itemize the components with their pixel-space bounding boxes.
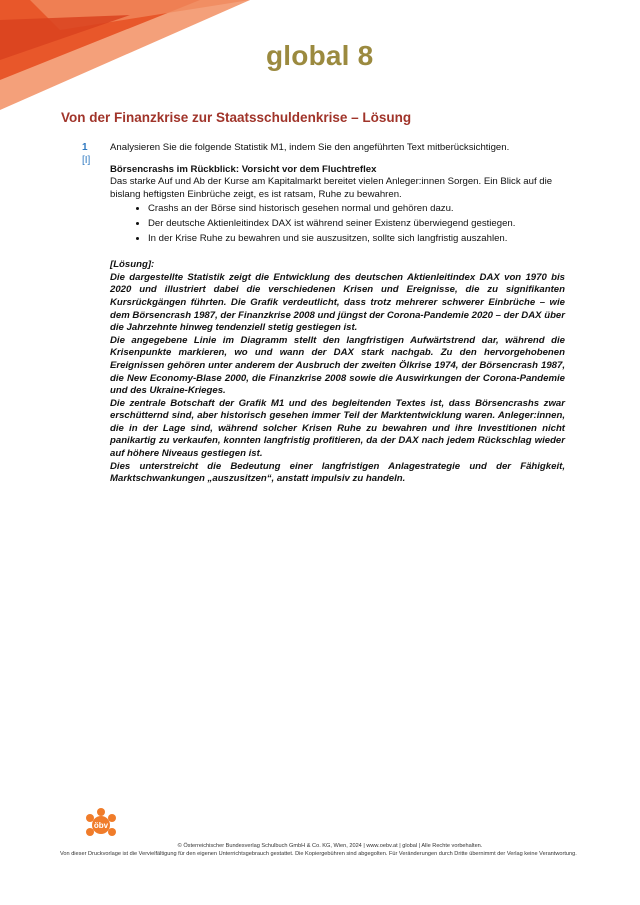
bullet-item: • In der Krise Ruhe zu bewahren und sie auszusitzen, sollte sich langfristig auszahlen. — [148, 233, 565, 246]
bullet-item: • Crashs an der Börse sind historisch gesehen normal und gehören dazu. — [148, 203, 565, 216]
source-text: Das starke Auf und Ab der Kurse am Kapitalmarkt bereitet vielen Anleger:innen Sorgen. Ein Blick auf die bislang heftigsten Einbrüche zeigt, es ist ratsam, Ruhe zu bewahren. — [110, 176, 553, 200]
corner-decoration — [0, 0, 260, 110]
solution-paragraph: Die angegebene Linie im Diagramm stellt den langfristigen Aufwärtstrend dar, während die Krisenpunkte markieren, wo und wann der DAX stark nachgab. Zu den hervorgehobenen Ereignissen gehören unter anderem der Ausbruch der zweiten Ölkrise 1974, der Börsencrash 1987, die New Economy-Blase 2000, die Finanzkrise 2008 sowie die Auswirkungen der Corona-Pandemie und des Ukraine-Krieges. — [110, 334, 565, 397]
solution-paragraph: Die dargestellte Statistik zeigt die Entwicklung des deutschen Aktienleitindex DAX von 1970 bis 2020 und illustriert dabei die verschiedenen Krisen und Ereignisse, die zu signifikanten Kursrückgängen führten. Die Grafik verdeutlicht, dass trotz mehrerer schwerer Einbrüche – wie dem Börsencrash 1987, der Finanzkrise 2008 und jüngst der Corona-Pandemie 2020 – der DAX über die Jahrzehnte hinweg tendenziell stetig gestiegen ist. — [110, 271, 565, 334]
bullet-item: • Der deutsche Aktienleitindex DAX ist während seiner Existenz überwiegend gestiegen. — [148, 218, 565, 231]
footer-copyright: © Österreichischer Bundesverlag Schulbuch GmbH & Co. KG, Wien, 2024 | www.oebv.at | global | Alle Rechte vorbehalten. — [177, 843, 483, 849]
publisher-logo — [84, 808, 118, 842]
source-title: Börsencrashs im Rückblick: Vorsicht vor dem Fluchtreflex — [110, 163, 377, 175]
content-area — [110, 142, 565, 486]
logo-text: öbv — [93, 821, 109, 830]
source-bullets — [110, 203, 565, 245]
footer-notice: Von dieser Druckvorlage ist die Vervielfältigung für den eigenen Unterrichtsgebrauch gestattet. Die Kopiergebühren sind abgegolten. Für Veränderungen durch Dritte übernimmt der Verlag keine Verantwortung. — [60, 851, 577, 857]
brand-title: global 8 — [266, 40, 374, 71]
task-number: 1 — [82, 142, 88, 153]
task-instruction: Analysieren Sie die folgende Statistik M1, indem Sie den angeführten Text mitberücksichtigen. — [110, 142, 510, 153]
task-level: [I] — [82, 155, 91, 166]
solution-label: [Lösung]: — [110, 259, 155, 271]
solution-paragraph: Die zentrale Botschaft der Grafik M1 und des begleitenden Textes ist, dass Börsencrashs zwar erschütternd sind, aber historisch gesehen immer Teil der Marktentwicklung waren. Anleger:innen, die in der Lage sind, während solcher Krisen Ruhe zu bewahren und ihre Investitionen nicht panikartig zu verkaufen, konnten langfristig profitieren, da der DAX nach jedem Rückschlag wieder auf höhere Niveaus gestiegen ist. — [110, 397, 565, 460]
footer — [60, 842, 600, 858]
solution-paragraph: Dies unterstreicht die Bedeutung einer langfristigen Anlagestrategie und der Fähigkeit, Marktschwankungen „auszusitzen“, anstatt impulsiv zu handeln. — [110, 460, 565, 485]
solution-block — [110, 259, 565, 486]
page-title: Von der Finanzkrise zur Staatsschuldenkrise – Lösung — [61, 110, 412, 125]
